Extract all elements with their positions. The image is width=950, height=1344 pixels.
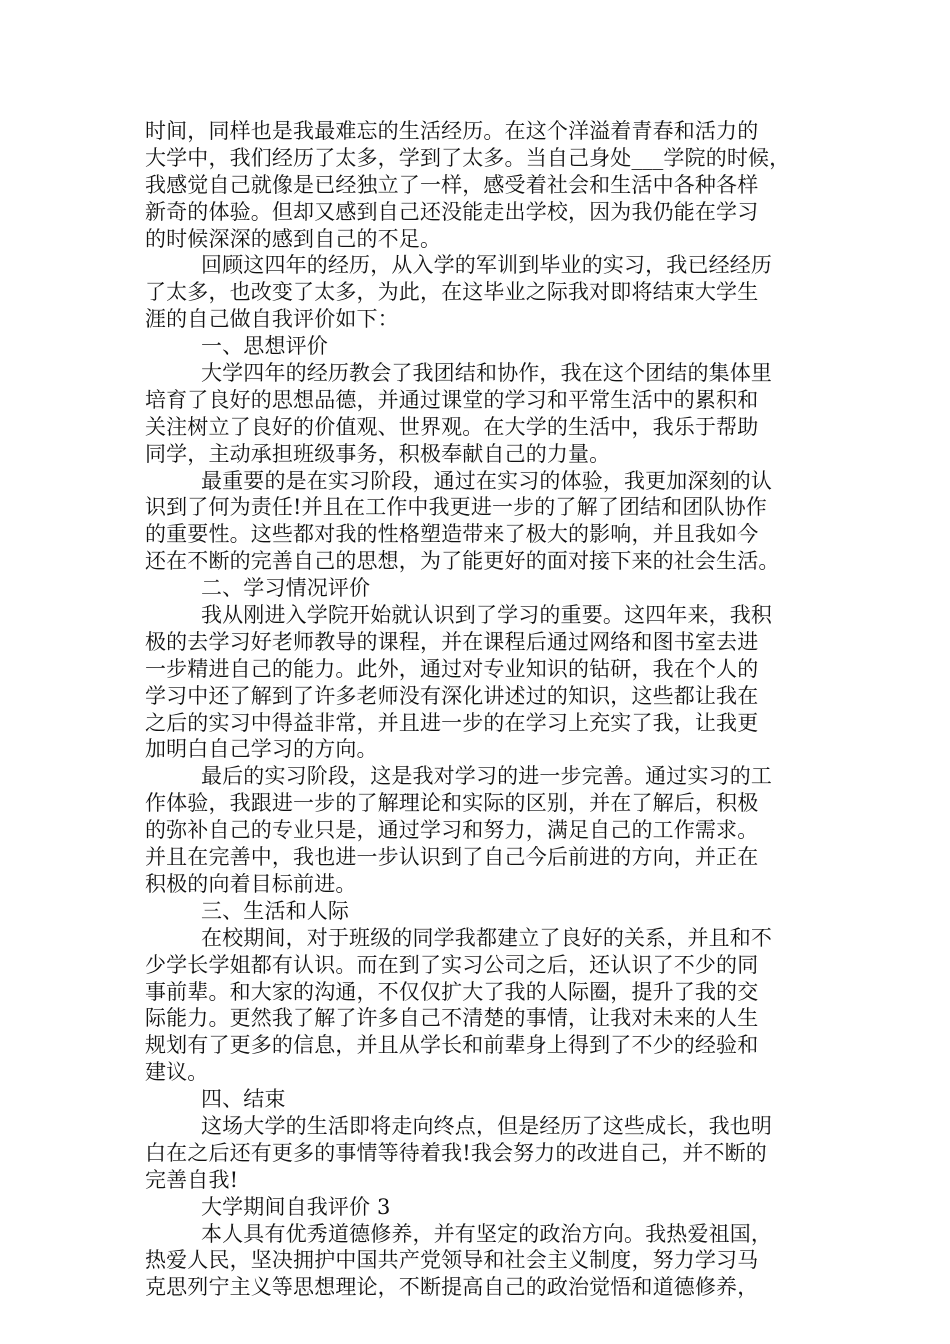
text-line: 我感觉自己就像是已经独立了一样，感受着社会和生活中各种各样 (145, 172, 759, 197)
text-line: 了太多，也改变了太多，为此，在这毕业之际我对即将结束大学生 (145, 280, 759, 305)
text-line: 大学中，我们经历了太多，学到了太多。当自己身处___学院的时候， (145, 145, 791, 170)
text-line: 积极的向着目标前进。 (145, 871, 357, 896)
text-line: 白在之后还有更多的事情等待着我!我会努力的改进自己，并不断的 (145, 1140, 767, 1165)
text-line: 少学长学姐都有认识。而在到了实习公司之后，还认识了不少的同 (145, 952, 759, 977)
text-line: 完善自我! (145, 1167, 239, 1192)
text-line: 热爱人民，坚决拥护中国共产党领导和社会主义制度，努力学习马 (145, 1248, 759, 1273)
text-line: 的时候深深的感到自己的不足。 (145, 226, 442, 251)
text-line: 四、结束 (201, 1087, 286, 1112)
document-body (145, 118, 810, 1301)
text-line: 回顾这四年的经历，从入学的军训到毕业的实习，我已经经历 (201, 253, 773, 278)
text-line: 最重要的是在实习阶段，通过在实习的体验，我更加深刻的认 (201, 468, 773, 493)
text-line: 这场大学的生活即将走向终点，但是经历了这些成长，我也明 (201, 1113, 773, 1138)
text-line: 同学，主动承担班级事务，积极奉献自己的力量。 (145, 441, 611, 466)
text-line: 事前辈。和大家的沟通，不仅仅扩大了我的人际圈，提升了我的交 (145, 979, 759, 1004)
text-line: 二、学习情况评价 (201, 576, 371, 601)
text-line: 克思列宁主义等思想理论，不断提高自己的政治觉悟和道德修养， (145, 1275, 759, 1300)
text-line: 识到了何为责任!并且在工作中我更进一步的了解了团结和团队协作 (145, 495, 767, 520)
text-line: 大学期间自我评价 3 (201, 1194, 391, 1219)
text-line: 建议。 (145, 1060, 209, 1085)
text-line: 时间，同样也是我最难忘的生活经历。在这个洋溢着青春和活力的 (145, 119, 759, 143)
text-line: 还在不断的完善自己的思想，为了能更好的面对接下来的社会生活。 (145, 549, 780, 574)
text-line: 三、生活和人际 (201, 898, 350, 923)
text-line: 在校期间，对于班级的同学我都建立了良好的关系，并且和不 (201, 925, 773, 950)
text-line: 际能力。更然我了解了许多自己不清楚的事情，让我对未来的人生 (145, 1006, 759, 1031)
text-line: 学习中还了解到了许多老师没有深化讲述过的知识，这些都让我在 (145, 683, 759, 708)
text-line: 我从刚进入学院开始就认识到了学习的重要。这四年来，我积 (201, 603, 773, 628)
text-line: 一、思想评价 (201, 334, 328, 359)
text-line: 最后的实习阶段，这是我对学习的进一步完善。通过实习的工 (201, 764, 773, 789)
text-line: 培育了良好的思想品德，并通过课堂的学习和平常生活中的累积和 (145, 387, 759, 412)
text-line: 大学四年的经历教会了我团结和协作，我在这个团结的集体里 (201, 361, 773, 386)
text-line: 新奇的体验。但却又感到自己还没能走出学校，因为我仍能在学习 (145, 199, 759, 224)
text-line: 的弥补自己的专业只是，通过学习和努力，满足自己的工作需求。 (145, 818, 759, 843)
text-line: 涯的自己做自我评价如下： (145, 307, 399, 332)
text-line: 一步精进自己的能力。此外，通过对专业知识的钻研，我在个人的 (145, 656, 759, 681)
text-line: 之后的实习中得益非常，并且进一步的在学习上充实了我，让我更 (145, 710, 759, 735)
text-line: 极的去学习好老师教导的课程，并在课程后通过网络和图书室去进 (145, 629, 759, 654)
text-line: 的重要性。这些都对我的性格塑造带来了极大的影响，并且我如今 (145, 522, 759, 547)
text-line: 作体验，我跟进一步的了解理论和实际的区别，并在了解后，积极 (145, 791, 759, 816)
text-line: 并且在完善中，我也进一步认识到了自己今后前进的方向，并正在 (145, 845, 759, 870)
text-line: 规划有了更多的信息，并且从学长和前辈身上得到了不少的经验和 (145, 1033, 759, 1058)
text-line: 加明白自己学习的方向。 (145, 737, 378, 762)
text-line: 本人具有优秀道德修养，并有坚定的政治方向。我热爱祖国， (201, 1221, 773, 1246)
text-line: 关注树立了良好的价值观、世界观。在大学的生活中，我乐于帮助 (145, 414, 759, 439)
